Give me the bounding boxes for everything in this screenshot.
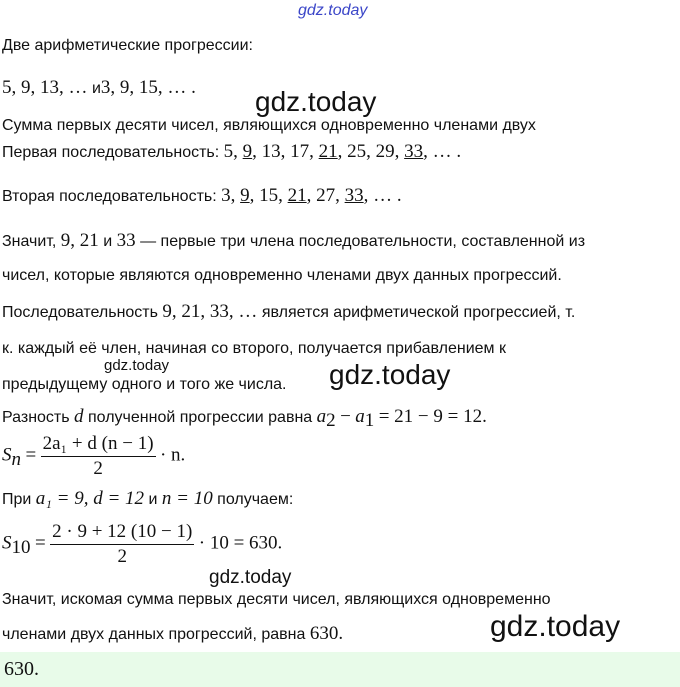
difference-line: Разность d полученной прогрессии равна $a_2 - a_1 = 21 - 9 = 12$. [2, 406, 487, 432]
watermark: gdz.today [104, 357, 170, 374]
watermark: gdz.today [490, 610, 621, 643]
answer-value: 630. [4, 658, 39, 680]
first-sequence-line [2, 142, 461, 163]
formula-fraction: $\frac{\text{2a₁ + d (n − 1)}}{2}$ [42, 433, 154, 479]
second-sequence-line [2, 186, 402, 207]
watermark: gdz.today [209, 567, 292, 588]
progressions-line [2, 78, 196, 99]
first-progression: 5, 9, 13, … [2, 77, 88, 98]
watermark: gdz.today [298, 2, 368, 19]
watermark: gdz.today [329, 359, 451, 390]
sum-formula: $S_n$ = $\frac{\text{2a₁ + d (n − 1)}}{2}$ · n. [2, 433, 186, 479]
first-seq-terms: 5, 9, 13, 17, 21, 25, 29, 33, … . [223, 141, 462, 162]
second-seq-label: Вторая последовательность: [2, 188, 217, 205]
given-line: При a₁ = 9, d = 12 и n = 10 получаем: [2, 488, 294, 509]
first-seq-label: Первая последовательность: [2, 144, 220, 161]
watermark: gdz.today [255, 86, 377, 117]
paragraph-2-line-1: Последовательность 9, 21, 33, … является арифметической прогрессией, т. [2, 301, 576, 322]
sum-sentence: Сумма первых десяти чисел, являющихся одновременно членами двух [2, 117, 536, 134]
and-word: и [91, 80, 101, 97]
second-progression: 3, 9, 15, … . [100, 77, 196, 98]
conclusion-line-2: членами двух данных прогрессий, равна 630. [2, 623, 344, 644]
calculation: $S_{10}$ = $\frac{2 \cdot 9 + 12 (10 - 1)}{2}$ · 10 = 630. [2, 521, 283, 567]
answer-box [0, 652, 680, 687]
conclusion-line-1: Значит, искомая сумма первых десяти чисел, являющихся одновременно [2, 591, 551, 608]
calculation-fraction: $\frac{2 \cdot 9 + 12 (10 - 1)}{2}$ [52, 521, 193, 567]
paragraph-1-line-2: чисел, которые являются одновременно членами двух данных прогрессий. [2, 267, 562, 284]
intro-text: Две арифметические прогрессии: [2, 37, 253, 54]
paragraph-1-line-1: Значит, 9, 21 и 33 — первые три члена последовательности, составленной из [2, 230, 586, 251]
paragraph-2-line-3: предыдущему одного и того же числа. [2, 376, 287, 393]
paragraph-2-line-2: к. каждый её член, начиная со второго, получается прибавлением к [2, 340, 506, 357]
second-seq-terms: 3, 9, 15, 21, 27, 33, … . [221, 185, 402, 206]
